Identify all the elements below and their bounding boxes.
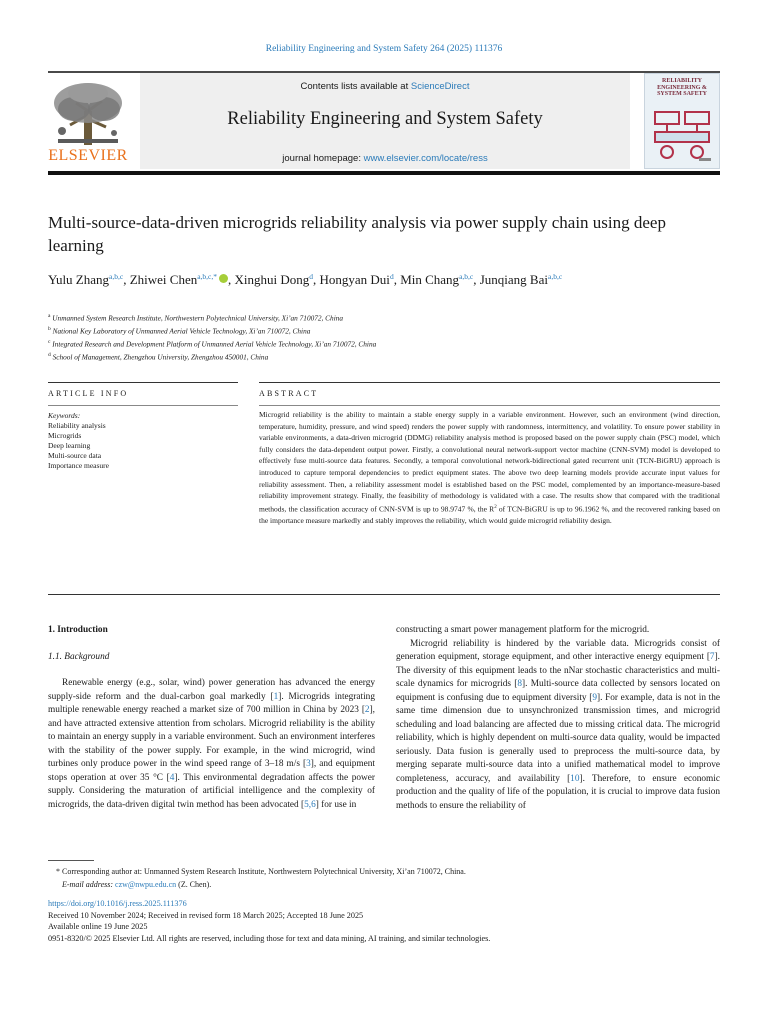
journal-masthead (48, 71, 720, 171)
article-front-matter (48, 898, 720, 944)
elsevier-logo[interactable] (48, 81, 128, 167)
author-separator: , (393, 272, 401, 287)
email-suffix: (Z. Chen). (176, 879, 212, 889)
cover-title: RELIABILITY ENGINEERING & SYSTEM SAFETY (657, 78, 707, 97)
author-name[interactable]: Hongyan Dui (319, 272, 390, 287)
body-paragraph-continued: constructing a smart power management platform for the microgrid. (396, 625, 650, 635)
affiliation-item (48, 324, 668, 337)
email-link[interactable]: czw@nwpu.edu.cn (115, 879, 177, 889)
abstract-rule (259, 382, 720, 383)
received-dates: Received 10 November 2024; Received in revised form 18 March 2025; Accepted 18 June 2025 (48, 910, 364, 920)
affiliation-key: d (48, 351, 51, 358)
footnote (48, 866, 720, 891)
citation-link[interactable]: Reliability Engineering and System Safety 264 (2025) 111376 (265, 44, 503, 54)
affiliation-text: National Key Laboratory of Unmanned Aerial Vehicle Technology, Xi’an 710072, China (50, 326, 311, 336)
keyword-item: Microgrids (48, 431, 82, 440)
keyword-item: Importance measure (48, 461, 110, 470)
citation-reference[interactable]: 5,6 (304, 799, 316, 810)
affiliation-text: Unmanned System Research Institute, Northwestern Polytechnical University, Xi’an 710072, China (50, 313, 344, 323)
masthead-rule (48, 171, 720, 175)
homepage-link[interactable]: www.elsevier.com/locate/ress (363, 153, 488, 164)
email-label: E-mail address: (62, 879, 116, 889)
elsevier-wordmark: ELSEVIER (48, 147, 128, 164)
citation-reference[interactable]: 3 (306, 759, 311, 769)
author-affiliation-marker[interactable]: d (389, 272, 394, 281)
journal-name: Reliability Engineering and System Safety (227, 109, 543, 129)
article-info-rule (48, 382, 238, 383)
affiliation-item (48, 350, 668, 363)
affiliation-key: b (48, 325, 51, 332)
paragraph-text: ] for use in (315, 799, 357, 810)
keyword-item: Deep learning (48, 441, 91, 450)
author-name[interactable]: Xinghui Dong (234, 272, 310, 287)
citation-reference[interactable]: 8 (517, 679, 523, 689)
paragraph-text: ]. Therefore, to ensure economic production and the quality of life of the population, it is crucial to improve data fusion methods to ensure the reliability of (396, 773, 720, 811)
paper-title: Multi-source-data-driven microgrids reliability analysis via power supply chain using deep learning (48, 213, 666, 255)
body-column-right (396, 624, 720, 813)
homepage-line (140, 153, 630, 164)
citation-reference[interactable]: 10 (570, 773, 580, 784)
paragraph-text: ], and have attracted extensive attention from scholars. Microgrid reliability is the ability to maintain an energy supply in a variable environment. Such an environment interferes with the stability of the power supply. For example, in the wind microgrid, wind turbines only produce power in the wind speed range of 3–18 m/s [ (48, 705, 375, 769)
author-separator: , (228, 272, 235, 287)
author-separator: , (123, 272, 130, 287)
abstract-part-1: Microgrid reliability is the ability to maintain a stable energy supply in a variable environment. However, such an environment (wind direction, temperature, humidity, pressure, and wind speed) renders the power supply with randomness, intermittency, and volatility. To ensure power stability in variable environments, a data-driven microgrid (DDMG) reliability analysis method is proposed based on the power supply chain (PSC) model, which fully considers the data-dependent output power. Firstly, a convolutional neural network-support vector machine (CNN-SVM) model is developed to effectively fuse multi-source data features. Secondly, a temporal convolutional network-bidirectional gated recurrent unit (TCN-BiGRU) approach is introduced to capture temporal dependencies to predict equipment states. The above two deep learning models provide accurate input values for reliability assessment. Then, a reliability assessment model is established based on the PSC model, complemented by an importance-measure-based reliability improvement strategy. Finally, the feasibility of methodology is validated with a case. The results show that compared with the traditional methods, the classification accuracy of CNN-SVM is up to 98.9747 %, the R (259, 410, 720, 514)
affiliation-text: Integrated Research and Development Platform of Unmanned Aerial Vehicle Technology, Xi’an 710072, China (50, 339, 377, 349)
paragraph-text: ]. This environmental degradation affects the power supply. Considering the maturation of artificial intelligence and the complexity of microgrids, the data-driven digital twin method has been advocated [ (48, 772, 375, 810)
keywords-block (48, 411, 238, 471)
author-separator: , (473, 272, 480, 287)
masthead-band (140, 73, 630, 169)
citation-reference[interactable]: 9 (592, 692, 597, 703)
section-heading: 1. Introduction (48, 625, 108, 635)
abstract-superscript: 2 (494, 504, 497, 510)
citation-reference[interactable]: 7 (709, 652, 715, 662)
author-affiliation-marker[interactable]: a,b,c (547, 272, 563, 281)
paragraph-text: Microgrid reliability is hindered by the variable data. Microgrids consist of generation equipment, storage equipment, and other interactive energy equipment [ (396, 638, 720, 662)
journal-cover[interactable] (644, 73, 720, 169)
keywords-label: Keywords: (48, 411, 81, 420)
affiliation-text: School of Management, Zhengzhou University, Zhengzhou 450001, China (50, 352, 269, 362)
author-name[interactable]: Min Chang (400, 272, 460, 287)
paragraph-text: ]. Microgrids integrating multiple renewable energy reached a market size of 700 million in China by 2023 [ (48, 691, 375, 715)
abstract-bottom-rule (48, 594, 720, 595)
author-list (48, 267, 668, 289)
body-column-left (48, 624, 375, 812)
orcid-icon[interactable] (219, 274, 228, 283)
author-affiliation-marker[interactable]: a,b,c (459, 272, 474, 281)
elsevier-tree-icon (48, 81, 128, 147)
citation-reference[interactable]: 2 (364, 705, 370, 715)
abstract-part-2: of TCN-BiGRU is up to 96.1962 %, and the recovered ranking based on the importance measure markedly and stably improves the reliability, which would guide microgrid reliability design. (259, 504, 720, 525)
copyright-line: 0951-8320/© 2025 Elsevier Ltd. All rights are reserved, including those for text and data mining, AI training, and similar technologies. (48, 933, 491, 943)
paragraph-text: ]. Multi-source data collected by sensors located on equipment is confusing due to equipment diversity [ (396, 679, 720, 703)
author-affiliation-marker[interactable]: d (309, 272, 314, 281)
keyword-item: Multi-source data (48, 451, 102, 460)
footnote-rule (48, 860, 94, 861)
contents-line (140, 81, 630, 92)
body-paragraph (396, 638, 720, 814)
abstract-subrule (259, 405, 720, 406)
paragraph-text: ]. For example, data is not in the same time dimension due to unsynchronized transmission times, and microgrid scheduling and load balancing are affected due to missing critical data. The microgrid reliability, which is highly dependent on multi-source data quality, would be impacted seriously. Data fusion is generally used to preprocess the multi-source data, by merging separate multi-source data into a unified mathematical model to improve completeness, accuracy, and availability [ (396, 692, 720, 784)
article-info-subrule (48, 405, 238, 406)
paragraph-text: ]. The diversity of this equipment leads to the nNar stochastic characteristics and multi-scale dynamics for microgrids [ (396, 652, 720, 689)
affiliation-key: c (48, 338, 51, 345)
author-name[interactable]: Zhiwei Chen (129, 272, 198, 287)
contents-prefix: Contents lists available at (300, 81, 411, 92)
author-affiliation-marker[interactable]: a,b,c (109, 272, 124, 281)
online-date: Available online 19 June 2025 (48, 922, 148, 932)
affiliation-item (48, 311, 668, 324)
author-separator: , (313, 272, 320, 287)
citation-reference[interactable]: 4 (169, 772, 175, 783)
citation-reference[interactable]: 1 (273, 691, 279, 702)
corresponding-author-note: * Corresponding author at: Unmanned System Research Institute, Northwestern Polytechnical University, Xi’an 710072, China. (56, 867, 466, 876)
cover-illustration (651, 104, 713, 164)
affiliation-key: a (48, 313, 51, 319)
article-info-heading: ARTICLE INFO (48, 389, 129, 398)
abstract-text (259, 409, 720, 526)
paragraph-text: Renewable energy (e.g., solar, wind) power generation has advanced the energy supply-side reform and the dual-carbon goal markedly [ (48, 678, 375, 702)
affiliation-list (48, 311, 668, 363)
author-affiliation-marker[interactable]: a,b,c,* (197, 272, 218, 281)
author-name[interactable]: Junqiang Bai (479, 272, 548, 287)
affiliation-item (48, 337, 668, 350)
journal-citation[interactable] (0, 44, 768, 54)
abstract-heading: ABSTRACT (259, 389, 319, 398)
keyword-item: Reliability analysis (48, 421, 106, 430)
body-paragraph (48, 677, 375, 812)
sciencedirect-link[interactable]: ScienceDirect (410, 81, 470, 92)
homepage-prefix: journal homepage: (282, 153, 364, 164)
subsection-heading: 1.1. Background (48, 651, 110, 662)
email-line (48, 879, 720, 892)
author-name[interactable]: Yulu Zhang (48, 272, 110, 287)
doi-link[interactable]: https://doi.org/10.1016/j.ress.2025.111376 (48, 899, 187, 908)
paragraph-text: ], and equipment stops operation at over 35 °C [ (48, 759, 375, 783)
